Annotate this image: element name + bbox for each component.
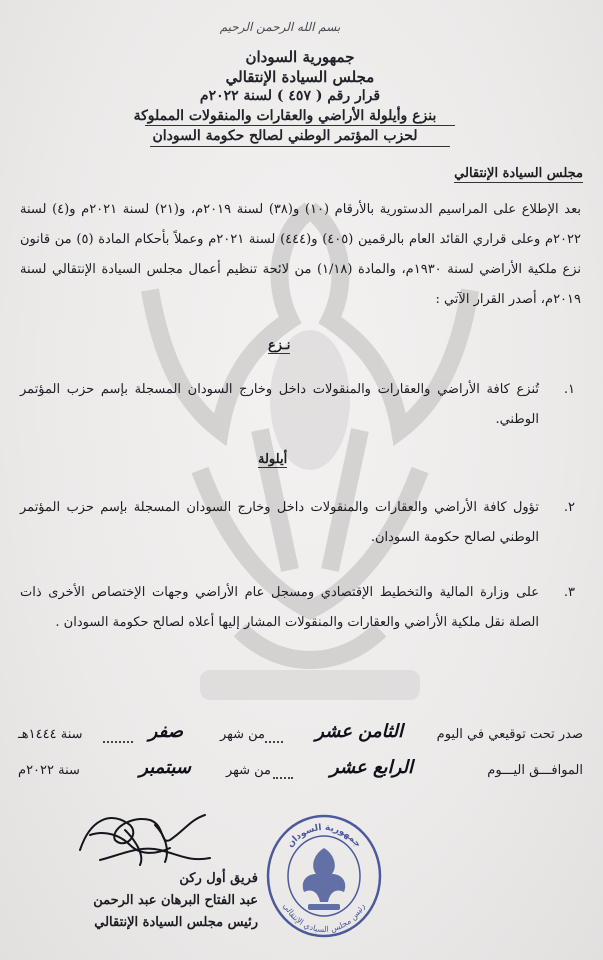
article-2 bbox=[20, 493, 583, 553]
hijri-year: سنة ١٤٤٤هـ bbox=[18, 727, 83, 742]
issued-prefix: صدر تحت توقيعي في اليوم bbox=[436, 727, 583, 742]
article-3 bbox=[20, 578, 583, 648]
preamble-paragraph: بعد الإطلاع على المراسيم الدستورية بالأرقام (١٠) و(٣٨) لسنة ٢٠١٩م، و(٢١) لسنة ٢٠٢١م و(٤) لسنة ٢٠٢٢م وعلى قراري القائد العام بالرقمين (٤٠٥) و(٤٤٤) لسنة ٢٠٢١م وعملاً بأحكام المادة (٥) من قانون نزع ملكية الأراضي لسنة ١٩٣٠م، والمادة (١/١٨) من لائحة تنظيم أعمال مجلس السيادة الإنتقالي لسنة ٢٠١٩م، أصدر القرار الآتي : bbox=[20, 202, 582, 307]
dotted-fill-3 bbox=[273, 777, 293, 779]
signatory-name: عبد الفتاح البرهان عبد الرحمن bbox=[93, 893, 258, 908]
official-stamp bbox=[264, 812, 384, 940]
gregorian-date-line bbox=[18, 757, 583, 789]
article-2-number: ٢. bbox=[563, 500, 575, 515]
article-1-number: ١. bbox=[563, 382, 575, 397]
signatory-title: رئيس مجلس السيادة الإنتقالي bbox=[94, 915, 258, 930]
gregorian-day: الرابع عشر bbox=[329, 757, 413, 778]
article-1 bbox=[20, 375, 583, 435]
article-1-text: تُنزع كافة الأراضي والعقارات والمنقولات داخل وخارج السودان المسجلة بإسم حزب المؤتمر الوطني. bbox=[20, 382, 539, 427]
gregorian-month: سبتمبر bbox=[139, 757, 191, 778]
council-title: مجلس السيادة الإنتقالي bbox=[225, 68, 375, 86]
article-3-text: على وزارة المالية والتخطيط الإقتصادي ومسجل عام الأراضي وجهات الإختصاص الأخرى ذات الصلة نقل ملكية الأراضي والعقارات والمنقولات المشار إليها أعلاه لصالح حكومة السودان . bbox=[20, 585, 539, 630]
republic-title: جمهورية السودان bbox=[245, 48, 355, 66]
decree-subject-line-1: بنزع وأيلولة الأراضي والعقارات والمنقولات المملوكة bbox=[133, 108, 437, 124]
corresponding-prefix: الموافـــق اليـــوم bbox=[487, 763, 583, 778]
signatory-rank: فريق أول ركن bbox=[179, 871, 258, 886]
dotted-fill-2 bbox=[103, 741, 133, 743]
decree-number: قرار رقم ( ٤٥٧ ) لسنة ٢٠٢٢م bbox=[199, 88, 381, 104]
stamp-top-text: جمهورية السودان bbox=[285, 822, 363, 850]
stamp-bottom-text: رئيس مجلس السيادي الإنتقالي bbox=[281, 901, 367, 935]
hijri-day: الثامن عشر bbox=[315, 721, 403, 742]
hijri-month-word: من شهر bbox=[219, 727, 265, 742]
hijri-month: صفر bbox=[148, 721, 183, 742]
section-title-transfer: أيلولة bbox=[258, 452, 288, 467]
subject-underline-2 bbox=[150, 146, 450, 147]
issuer-heading: مجلس السيادة الإنتقالي bbox=[454, 166, 583, 181]
gregorian-year: سنة ٢٠٢٢م bbox=[18, 763, 80, 778]
gregorian-month-word: من شهر bbox=[225, 763, 271, 778]
subject-underline bbox=[145, 125, 455, 126]
signatory-block bbox=[18, 868, 258, 934]
article-3-number: ٣. bbox=[563, 585, 575, 600]
hijri-date-line bbox=[18, 721, 583, 753]
dotted-fill bbox=[265, 741, 283, 743]
decree-subject-line-2: لحزب المؤتمر الوطني لصالح حكومة السودان bbox=[152, 128, 418, 144]
bismillah: بسم الله الرحمن الرحيم bbox=[219, 20, 341, 34]
article-2-text: تؤول كافة الأراضي والعقارات والمنقولات داخل وخارج السودان المسجلة بإسم حزب المؤتمر الوطني لصالح حكومة السودان. bbox=[20, 500, 539, 545]
section-title-seizure: نـزع bbox=[268, 338, 291, 353]
